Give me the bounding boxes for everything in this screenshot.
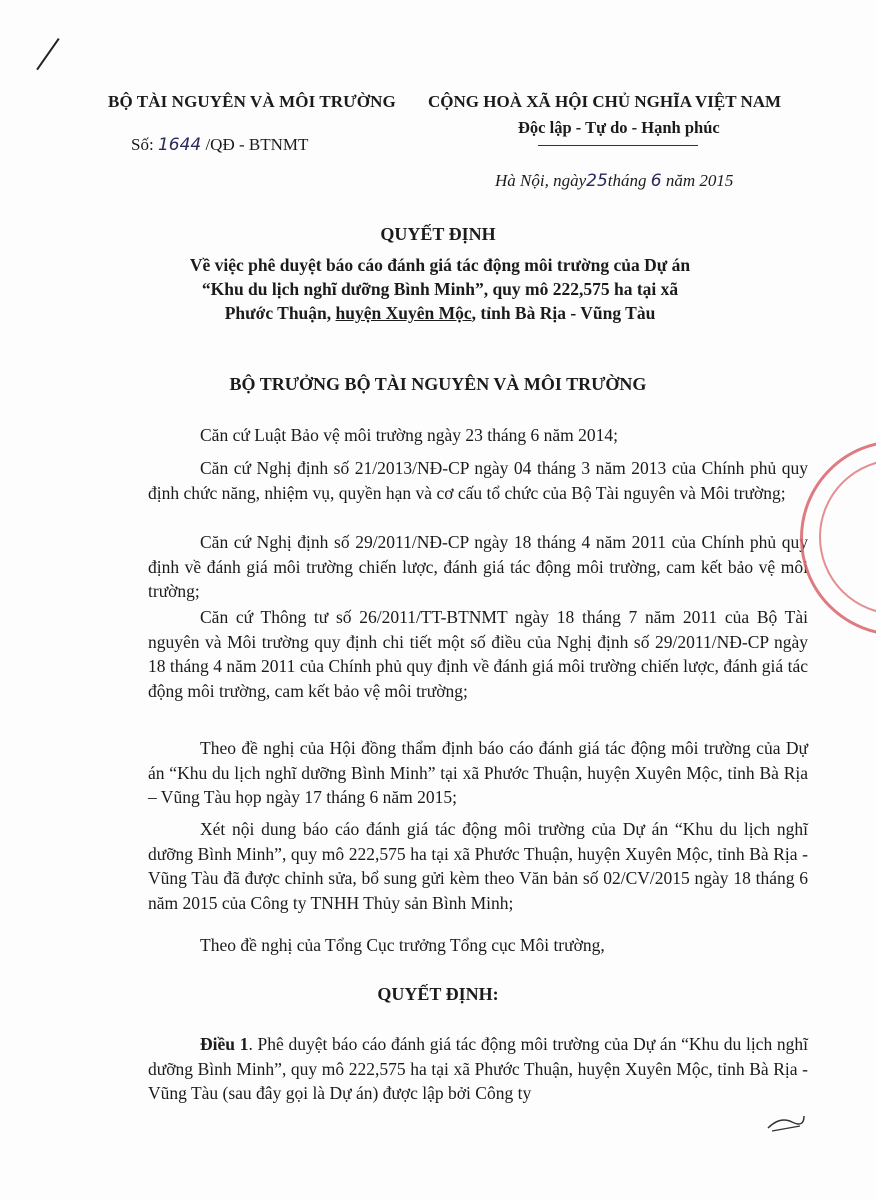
document-title: QUYẾT ĐỊNH — [380, 224, 496, 244]
paragraph-proposal-director: Theo đề nghị của Tổng Cục trưởng Tổng cục Môi trường, — [200, 935, 605, 955]
paragraph-legal-basis-4: Căn cứ Thông tư số 26/2011/TT-BTNMT ngày 18 tháng 7 năm 2011 của Bộ Tài nguyên và Môi trường quy định chi tiết một số điều của Nghị định số 29/2011/NĐ-CP ngày 18 tháng 4 năm 2011 của Chính phủ quy định về đánh giá môi trường chiến lược, đánh giá tác động môi trường, cam kết bảo vệ môi trường; — [148, 607, 808, 701]
paragraph-legal-basis-2: Căn cứ Nghị định số 21/2013/NĐ-CP ngày 04 tháng 3 năm 2013 của Chính phủ quy định chức năng, nhiệm vụ, quyền hạn và cơ cấu tổ chức của Bộ Tài nguyên và Môi trường; — [148, 458, 808, 503]
paragraph-review: Xét nội dung báo cáo đánh giá tác động môi trường của Dự án “Khu du lịch nghĩ dưỡng Bình Minh”, quy mô 222,575 ha tại xã Phước Thuận, huyện Xuyên Mộc, tỉnh Bà Rịa - Vũng Tàu đã được chỉnh sửa, bổ sung gửi kèm theo Văn bản số 02/CV/2015 ngày 18 tháng 6 năm 2015 của Công ty TNHH Thủy sản Bình Minh; — [148, 819, 808, 913]
national-motto: Độc lập - Tự do - Hạnh phúc — [518, 118, 720, 137]
seal-inner-ring — [819, 459, 876, 615]
subject-line-2: “Khu du lịch nghĩ dưỡng Bình Minh”, quy mô 222,575 ha tại xã — [201, 279, 679, 299]
document-number — [131, 135, 308, 155]
subject-line-3a: Phước Thuận, — [224, 303, 336, 323]
article-1-text: . Phê duyệt báo cáo đánh giá tác động môi trường của Dự án “Khu du lịch nghĩ dưỡng Bình Minh”, quy mô 222,575 ha tại xã Phước Thuận, huyện Xuyên Mộc, tỉnh Bà Rịa - Vũng Tàu (sau đây gọi là Dự án) được lập bởi Công ty — [148, 1034, 809, 1103]
subject-line-3b: , tỉnh Bà Rịa - Vũng Tàu — [471, 303, 656, 323]
subject-line-3-underlined: huyện Xuyên Mộc — [335, 303, 472, 323]
date-month-handwritten: 6 — [650, 171, 662, 191]
date-day-handwritten: 25 — [586, 171, 608, 191]
official-seal-stamp — [800, 440, 876, 636]
paragraph-proposal-council: Theo đề nghị của Hội đồng thẩm định báo cáo đánh giá tác động môi trường của Dự án “Khu du lịch nghĩ dưỡng Bình Minh” tại xã Phước Thuận, huyện Xuyên Mộc, tỉnh Bà Rịa – Vũng Tàu họp ngày 17 tháng 6 năm 2015; — [148, 738, 808, 807]
date-prefix: Hà Nội, ngày — [495, 171, 587, 190]
issuing-authority: BỘ TRƯỞNG BỘ TÀI NGUYÊN VÀ MÔI TRƯỜNG — [229, 374, 647, 394]
date-suffix: năm 2015 — [661, 171, 734, 190]
paragraph-legal-basis-1: Căn cứ Luật Bảo vệ môi trường ngày 23 tháng 6 năm 2014; — [200, 425, 619, 445]
national-title: CỘNG HOÀ XÃ HỘI CHỦ NGHĨA VIỆT NAM — [428, 92, 782, 111]
date-mid: tháng — [607, 171, 651, 190]
number-prefix: Số: — [131, 135, 158, 154]
document-subject — [160, 253, 720, 325]
document-date — [495, 171, 733, 191]
handwritten-initial-mark — [766, 1112, 806, 1132]
motto-underline — [538, 145, 698, 146]
subject-line-1: Về việc phê duyệt báo cáo đánh giá tác động môi trường của Dự án — [189, 255, 691, 275]
paragraph-legal-basis-3: Căn cứ Nghị định số 29/2011/NĐ-CP ngày 18 tháng 4 năm 2011 của Chính phủ quy định về đánh giá môi trường chiến lược, đánh giá tác động môi trường, cam kết bảo vệ môi trường; — [148, 532, 808, 601]
decision-heading: QUYẾT ĐỊNH: — [377, 984, 499, 1004]
ministry-name: BỘ TÀI NGUYÊN VÀ MÔI TRƯỜNG — [108, 92, 396, 111]
number-handwritten: 1644 — [157, 135, 202, 155]
handwritten-slash-mark — [36, 38, 59, 70]
number-suffix: /QĐ - BTNMT — [201, 135, 309, 154]
article-1 — [148, 1032, 808, 1106]
subject-line-3 — [160, 301, 720, 325]
article-1-label: Điều 1 — [200, 1034, 249, 1054]
